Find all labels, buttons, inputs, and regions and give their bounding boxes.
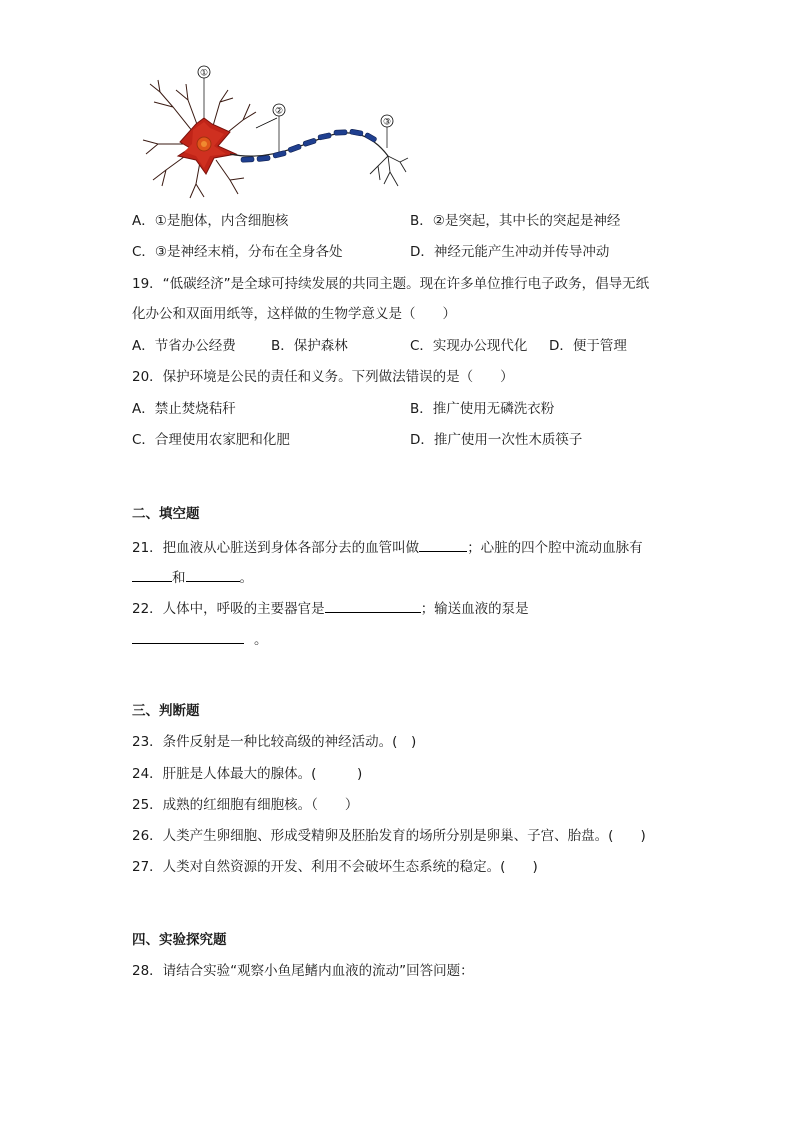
q25: 25．成熟的红细胞有细胞核。（ ） (132, 797, 359, 813)
q21-text-3: 和 (172, 570, 186, 586)
q21-line-2 (132, 567, 253, 587)
marker-3: ③ (382, 117, 392, 128)
q21-text-2: ；心脏的四个腔中流动血脉有 (467, 540, 643, 556)
q26: 26．人类产生卵细胞、形成受精卵及胚胎发育的场所分别是卵巢、子宫、胎盘。( ) (132, 828, 646, 844)
q22-text-3: 。 (254, 632, 268, 648)
marker-2: ② (274, 106, 284, 117)
q18-option-d: D．神经元能产生冲动并传导冲动 (410, 244, 610, 260)
section-title-true-false: 三、判断题 (132, 703, 200, 719)
q22-blank-2[interactable] (132, 629, 244, 644)
q28: 28．请结合实验“观察小鱼尾鳍内血液的流动”回答问题： (132, 963, 474, 979)
q19-stem-line-1: 19．“低碳经济”是全球可持续发展的共同主题。现在许多单位推行电子政务，倡导无纸 (132, 276, 650, 292)
q21-text-1: 21．把血液从心脏送到身体各部分去的血管叫做 (132, 540, 420, 556)
q20-option-d: D．推广使用一次性木质筷子 (410, 432, 583, 448)
q20-stem: 20．保护环境是公民的责任和义务。下列做法错误的是（ ） (132, 369, 514, 385)
q21-blank-1[interactable] (419, 537, 467, 552)
q18-option-c: C．③是神经末梢，分布在全身各处 (132, 244, 343, 260)
q22-text-1: 22．人体中，呼吸的主要器官是 (132, 601, 325, 617)
q20-option-a: A．禁止焚烧秸秆 (132, 401, 236, 417)
q21-line-1 (132, 537, 643, 557)
q19-stem-line-2: 化办公和双面用纸等，这样做的生物学意义是（ ） (132, 306, 456, 322)
q21-blank-2[interactable] (132, 567, 172, 582)
q18-option-b: B．②是突起，其中长的突起是神经 (410, 213, 621, 229)
q22-text-2: ；输送血液的泵是 (420, 601, 529, 617)
q20-option-b: B．推广使用无磷洗衣粉 (410, 401, 555, 417)
q21-blank-3[interactable] (186, 567, 240, 582)
q22-line-2 (132, 629, 268, 649)
q24: 24．肝脏是人体最大的腺体。( ) (132, 766, 363, 782)
section-title-experiment: 四、实验探究题 (132, 932, 227, 948)
q19-option-a: A．节省办公经费 (132, 338, 236, 354)
section-title-fill-in: 二、填空题 (132, 506, 200, 522)
neuron-diagram (138, 62, 418, 202)
q19-option-d: D．便于管理 (549, 338, 627, 354)
q23: 23．条件反射是一种比较高级的神经活动。( ) (132, 734, 417, 750)
q18-option-a: A．①是胞体，内含细胞核 (132, 213, 289, 229)
q20-option-c: C．合理使用农家肥和化肥 (132, 432, 290, 448)
q19-option-c: C．实现办公现代化 (410, 338, 528, 354)
q21-text-4: 。 (239, 570, 253, 586)
q22-blank-1[interactable] (325, 598, 421, 613)
marker-1: ① (199, 68, 209, 79)
q19-option-b: B．保护森林 (271, 338, 348, 354)
q27: 27．人类对自然资源的开发、利用不会破坏生态系统的稳定。( ) (132, 859, 538, 875)
q22-line-1 (132, 598, 529, 618)
